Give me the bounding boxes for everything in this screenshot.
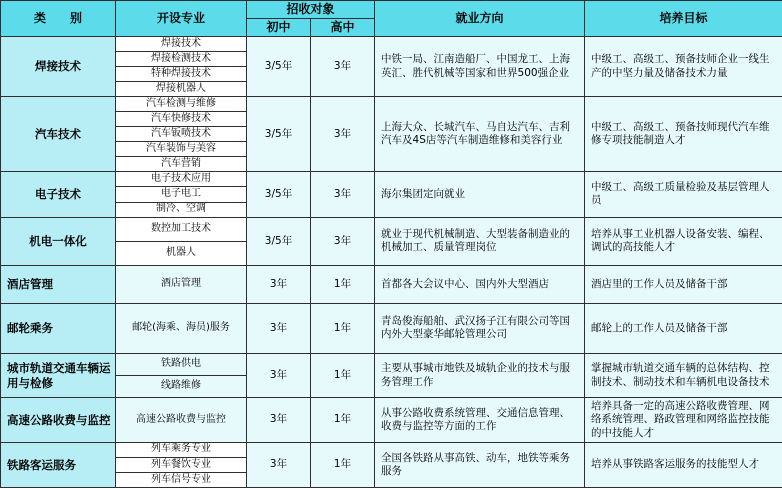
major-cell: 汽车钣喷技术 <box>116 127 247 142</box>
major-cell: 高速公路收费与监控 <box>116 398 247 443</box>
senior-cell: 3年 <box>311 217 375 265</box>
senior-cell: 1年 <box>311 265 375 303</box>
header-major: 开设专业 <box>116 1 247 37</box>
employment-cell: 全国各铁路从事高铁、动车，地铁等乘务服务 <box>375 442 585 487</box>
senior-cell: 3年 <box>311 97 375 172</box>
major-cell: 机器人 <box>116 241 247 265</box>
major-cell: 制冷、空调 <box>116 202 247 217</box>
senior-cell: 1年 <box>311 354 375 398</box>
goal-cell: 酒店里的工作人员及储备干部 <box>585 265 782 303</box>
senior-cell: 1年 <box>311 398 375 443</box>
goal-cell: 掌握城市轨道交通车辆的总体结构、控制技术、制动技术和车辆机电设备技术 <box>585 354 782 398</box>
major-cell: 焊接技术 <box>116 37 247 52</box>
major-cell: 焊接检测技术 <box>116 52 247 67</box>
major-cell: 酒店管理 <box>116 265 247 303</box>
major-cell: 电子电工 <box>116 187 247 202</box>
employment-cell: 就业于现代机械制造、大型装备制造业的机械加工、质量管理岗位 <box>375 217 585 265</box>
junior-cell: 3年 <box>247 398 311 443</box>
table-row <box>1 442 782 457</box>
table-row <box>1 303 782 353</box>
junior-cell: 3/5年 <box>247 217 311 265</box>
junior-cell: 3年 <box>247 354 311 398</box>
major-cell: 铁路供电 <box>116 354 247 376</box>
category-cell: 焊接技术 <box>1 37 116 97</box>
table-row <box>1 217 782 241</box>
senior-cell: 1年 <box>311 442 375 487</box>
category-cell: 高速公路收费与监控 <box>1 398 116 443</box>
employment-cell: 海尔集团定向就业 <box>375 172 585 217</box>
major-cell: 邮轮(海乘、海员)服务 <box>116 303 247 353</box>
major-cell: 焊接机器人 <box>116 82 247 97</box>
goal-cell: 培养从事工业机器人设备安装、编程、调试的高技能人才 <box>585 217 782 265</box>
junior-cell: 3/5年 <box>247 37 311 97</box>
header-category: 类 别 <box>1 1 116 37</box>
table-row <box>1 172 782 187</box>
employment-cell: 从事公路收费系统管理、交通信息管理、收费与监控等方面的工作 <box>375 398 585 443</box>
header-senior: 高中 <box>311 19 375 37</box>
major-cell: 汽车检测与维修 <box>116 97 247 112</box>
major-cell: 电子技术应用 <box>116 172 247 187</box>
header-goal: 培养目标 <box>585 1 782 37</box>
major-cell: 汽车快修技术 <box>116 112 247 127</box>
employment-cell: 青岛俊海船舶、武汉扬子江有限公司等国内外大型豪华邮轮管理公司 <box>375 303 585 353</box>
major-cell: 汽车营销 <box>116 157 247 172</box>
major-cell: 特种焊接技术 <box>116 67 247 82</box>
major-cell: 列车餐饮专业 <box>116 457 247 472</box>
major-cell: 列车乘务专业 <box>116 442 247 457</box>
junior-cell: 3年 <box>247 442 311 487</box>
junior-cell: 3年 <box>247 265 311 303</box>
table-row <box>1 354 782 376</box>
category-cell: 机电一体化 <box>1 217 116 265</box>
junior-cell: 3/5年 <box>247 172 311 217</box>
goal-cell: 中级工、高级工、预备技师企业一线生产的中坚力量及储备技术力量 <box>585 37 782 97</box>
senior-cell: 1年 <box>311 303 375 353</box>
major-cell: 列车信号专业 <box>116 472 247 487</box>
junior-cell: 3年 <box>247 303 311 353</box>
employment-cell: 首都各大会议中心、国内外大型酒店 <box>375 265 585 303</box>
goal-cell: 中级工、高级工质量检验及基层管理人员 <box>585 172 782 217</box>
category-cell: 酒店管理 <box>1 265 116 303</box>
employment-cell: 中铁一局、江南造船厂、中国龙工、上海英汇、胜代机械等国家和世界500强企业 <box>375 37 585 97</box>
senior-cell: 3年 <box>311 37 375 97</box>
header-junior: 初中 <box>247 19 311 37</box>
major-cell: 汽车装饰与美容 <box>116 142 247 157</box>
goal-cell: 培养从事铁路客运服务的技能型人才 <box>585 442 782 487</box>
employment-cell: 主要从事城市地铁及城轨企业的技术与服务管理工作 <box>375 354 585 398</box>
junior-cell: 3/5年 <box>247 97 311 172</box>
header-employment: 就业方向 <box>375 1 585 37</box>
category-cell: 汽车技术 <box>1 97 116 172</box>
category-cell: 铁路客运服务 <box>1 442 116 487</box>
header-enroll: 招收对象 <box>247 1 375 19</box>
table-row <box>1 97 782 112</box>
category-cell: 城市轨道交通车辆运用与检修 <box>1 354 116 398</box>
goal-cell: 中级工、高级工、预备技师现代汽车维修专项技能制造人才 <box>585 97 782 172</box>
category-cell: 邮轮乘务 <box>1 303 116 353</box>
goal-cell: 邮轮上的工作人员及储备干部 <box>585 303 782 353</box>
major-cell: 线路维修 <box>116 376 247 398</box>
table-row <box>1 398 782 443</box>
table-row <box>1 265 782 303</box>
senior-cell: 3年 <box>311 172 375 217</box>
employment-cell: 上海大众、长城汽车、马自达汽车、吉利汽车及4S店等汽车制造维修和美容行业 <box>375 97 585 172</box>
table-row <box>1 37 782 52</box>
category-cell: 电子技术 <box>1 172 116 217</box>
major-cell: 数控加工技术 <box>116 217 247 241</box>
goal-cell: 培养具备一定的高速公路收费管理、网络系统管理、路政管理和网络监控技能的中技能人才 <box>585 398 782 443</box>
